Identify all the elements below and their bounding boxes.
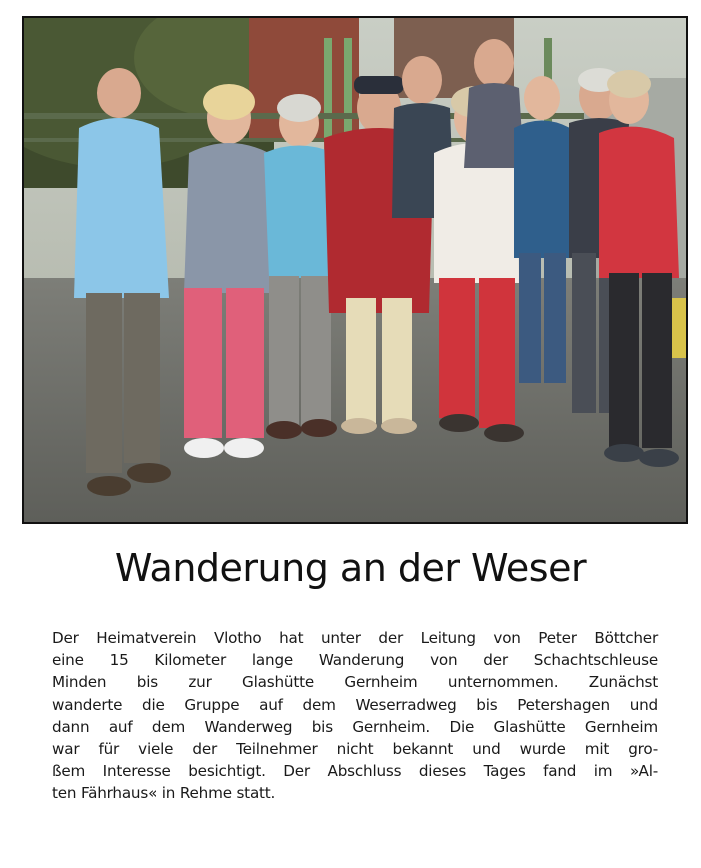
article-body-line: ten Fährhaus« in Rehme statt. [52, 784, 276, 803]
article-body-line: wanderte die Gruppe auf dem Weserradweg bis Petershagen und [52, 695, 658, 714]
article-body-line: Minden bis zur Glashütte Gernheim unternommen. Zunächst [52, 673, 658, 692]
article-body-line: ßem Interesse besichtigt. Der Abschluss dieses Tages fand im »Al- [52, 762, 658, 781]
article-body-line: war für viele der Teilnehmer nicht bekannt und wurde mit gro- [52, 739, 658, 758]
group-photo [22, 16, 688, 524]
group-photo-illustration [24, 18, 686, 522]
article-headline: Wanderung an der Weser [114, 546, 587, 590]
article-body-line: Der Heimatverein Vlotho hat unter der Leitung von Peter Böttcher [52, 629, 658, 647]
article-body [52, 627, 658, 805]
article-body-line: eine 15 Kilometer lange Wanderung von der Schachtschleuse [52, 651, 658, 670]
article-body-line: dann auf dem Wanderweg bis Gernheim. Die Glashütte Gernheim [52, 717, 658, 736]
